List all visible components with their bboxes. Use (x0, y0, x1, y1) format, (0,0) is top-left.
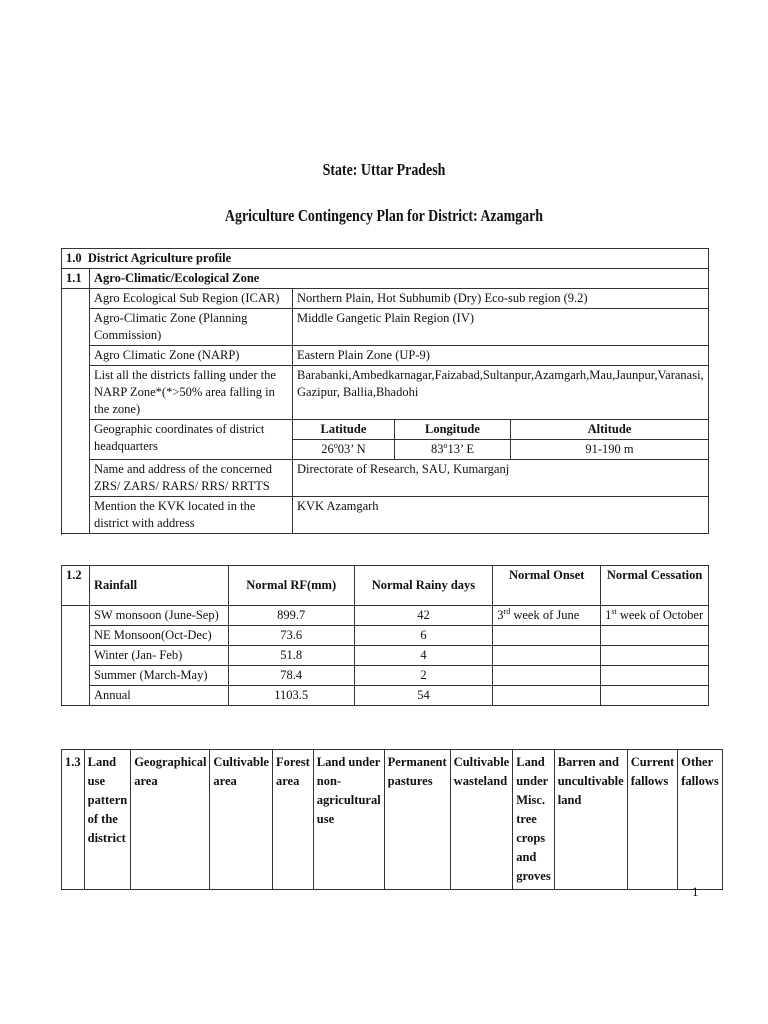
cessation-cell (601, 626, 709, 646)
row-value: Middle Gangetic Plain Region (IV) (292, 309, 708, 346)
onset-cell (493, 666, 601, 686)
section-title: District Agriculture profile (87, 251, 232, 265)
row-value: KVK Azamgarh (292, 497, 708, 534)
rainfall-header: Rainfall (89, 566, 228, 606)
table-row (62, 309, 709, 346)
days-cell: 54 (354, 686, 493, 706)
table-row (62, 497, 709, 534)
table-row (62, 686, 709, 706)
row-label: Agro Climatic Zone (NARP) (89, 346, 292, 366)
cessation-cell (601, 666, 709, 686)
other-fallows-header: Other fallows (678, 750, 723, 890)
table-row (62, 289, 709, 309)
altitude-header: Altitude (510, 420, 708, 440)
longitude-value: 83$^o$13’ E (394, 440, 510, 460)
rf-cell: 73.6 (228, 626, 354, 646)
season-cell: NE Monsoon(Oct-Dec) (89, 626, 228, 646)
altitude-value: 91-190 m (510, 440, 708, 460)
days-cell: 6 (354, 626, 493, 646)
days-cell: 42 (354, 606, 493, 626)
rainfall-table (61, 565, 709, 706)
rainfall-header-row (62, 566, 709, 606)
rf-cell: 78.4 (228, 666, 354, 686)
non-agricultural-header: Land under non-agricultural use (313, 750, 384, 890)
geographical-area-header: Geographical area (131, 750, 210, 890)
cultivable-area-header: Cultivable area (210, 750, 273, 890)
days-cell: 2 (354, 666, 493, 686)
indent-cell (62, 289, 90, 534)
normal-cessation-header: Normal Cessation (601, 566, 709, 606)
onset-cell: 3rd week of June (493, 606, 601, 626)
table-row (62, 366, 709, 420)
table-row (62, 666, 709, 686)
row-value: Directorate of Research, SAU, Kumarganj (292, 460, 708, 497)
section-number: 1.3 (62, 750, 85, 890)
normal-rf-header: Normal RF(mm) (228, 566, 354, 606)
cultivable-wasteland-header: Cultivable wasteland (450, 750, 513, 890)
land-use-table (61, 749, 723, 890)
section-number: 1.0 (66, 251, 82, 265)
agro-profile-table (61, 248, 709, 534)
page-number: 1 (692, 884, 699, 899)
barren-land-header: Barren and uncultivable land (554, 750, 627, 890)
onset-cell (493, 646, 601, 666)
row-value: Eastern Plain Zone (UP-9) (292, 346, 708, 366)
state-title: State: Uttar Pradesh (322, 160, 446, 179)
row-value: Northern Plain, Hot Subhumib (Dry) Eco-sub region (9.2) (292, 289, 708, 309)
row-label: Agro-Climatic Zone (Planning Commission) (89, 309, 292, 346)
season-cell: Summer (March-May) (89, 666, 228, 686)
subsection-number: 1.1 (62, 269, 90, 289)
season-cell: Winter (Jan- Feb) (89, 646, 228, 666)
rf-cell: 1103.5 (228, 686, 354, 706)
rf-cell: 899.7 (228, 606, 354, 626)
cessation-cell (601, 686, 709, 706)
row-value: Barabanki,Ambedkarnagar,Faizabad,Sultanpur,Azamgarh,Mau,Jaunpur,Varanasi, Gazipur, Ballia,Bhadohi (292, 366, 708, 420)
row-label: Name and address of the concerned ZRS/ ZARS/ RARS/ RRS/ RRTTS (89, 460, 292, 497)
table-row (62, 626, 709, 646)
days-cell: 4 (354, 646, 493, 666)
misc-tree-crops-header: Land under Misc. tree crops and groves (513, 750, 554, 890)
table-row (62, 606, 709, 626)
row-label: Agro Ecological Sub Region (ICAR) (89, 289, 292, 309)
latitude-value: 26$^o$03’ N (292, 440, 394, 460)
cessation-cell (601, 646, 709, 666)
current-fallows-header: Current fallows (627, 750, 678, 890)
forest-area-header: Forest area (272, 750, 313, 890)
onset-cell (493, 626, 601, 646)
row-label: Mention the KVK located in the district with address (89, 497, 292, 534)
table-row (62, 646, 709, 666)
season-cell: SW monsoon (June-Sep) (89, 606, 228, 626)
subsection-header-row (62, 269, 709, 289)
longitude-header: Longitude (394, 420, 510, 440)
section-number: 1.2 (62, 566, 90, 606)
plan-title: Agriculture Contingency Plan for District: Azamgarh (224, 206, 544, 225)
row-label: List all the districts falling under the NARP Zone*(*>50% area falling in the zone) (89, 366, 292, 420)
latitude-header: Latitude (292, 420, 394, 440)
season-cell: Annual (89, 686, 228, 706)
table-row (62, 460, 709, 497)
subsection-title: Agro-Climatic/Ecological Zone (89, 269, 708, 289)
cessation-cell: 1st week of October (601, 606, 709, 626)
land-use-header: Land use pattern of the district (84, 750, 131, 890)
indent-cell (62, 606, 90, 706)
coords-header-row (62, 420, 709, 440)
coords-label: Geographic coordinates of district headquarters (89, 420, 292, 460)
table-row (62, 346, 709, 366)
land-use-header-row (62, 750, 723, 890)
onset-cell (493, 686, 601, 706)
permanent-pastures-header: Permanent pastures (384, 750, 450, 890)
section-header-row (62, 249, 709, 269)
rainy-days-header: Normal Rainy days (354, 566, 493, 606)
normal-onset-header: Normal Onset (493, 566, 601, 606)
rf-cell: 51.8 (228, 646, 354, 666)
